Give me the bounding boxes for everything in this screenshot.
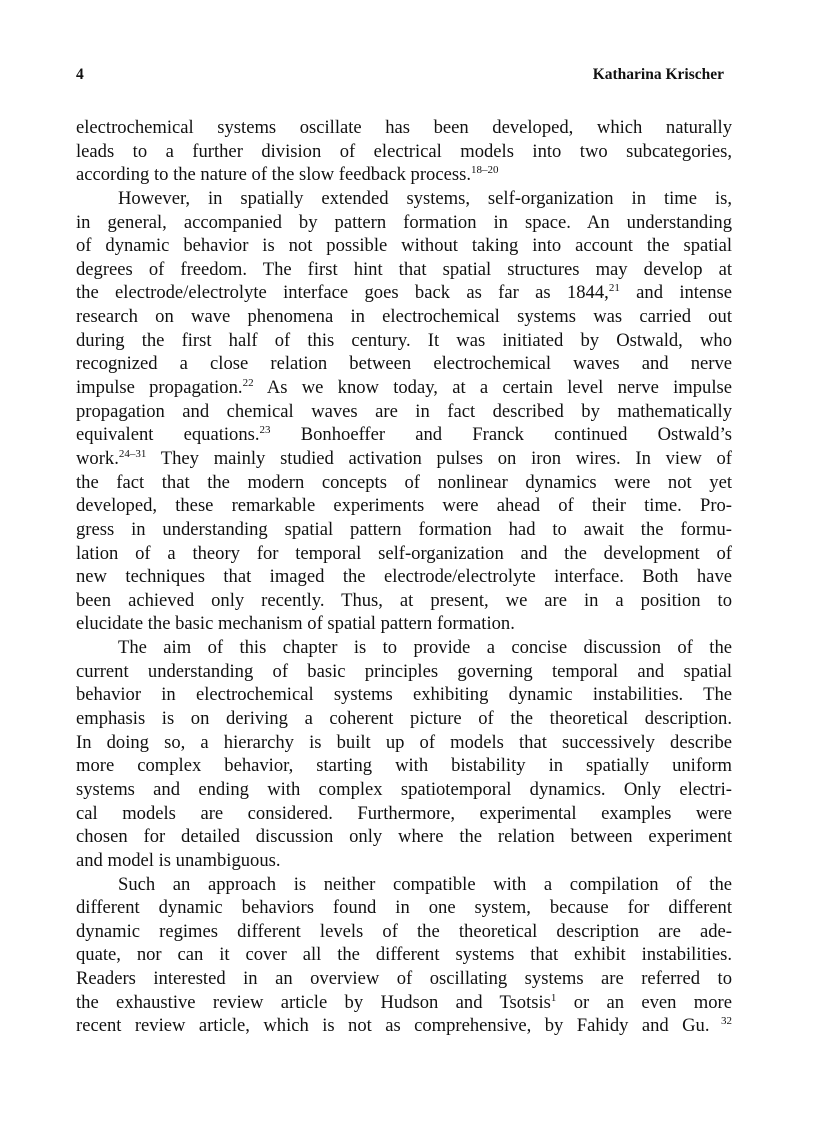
text-line: [76, 163, 732, 187]
text-line: [76, 589, 732, 613]
citation-superscript: 21: [608, 282, 620, 295]
text-line: [76, 991, 732, 1015]
text-segment: and model is unambiguous.: [76, 849, 281, 871]
text-line: [76, 187, 732, 211]
running-head-author: Katharina Krischer: [592, 66, 724, 83]
page-number: 4: [76, 66, 84, 83]
text-line: [76, 258, 732, 282]
text-line: [76, 967, 732, 991]
text-segment: of dynamic behavior is not possible without taking into account the spatial: [76, 235, 732, 257]
text-segment: behavior in electrochemical systems exhibiting dynamic instabilities. The: [76, 684, 732, 706]
body-text: [76, 116, 732, 1038]
text-segment: Such an approach is neither compatible with a compilation of the: [118, 873, 732, 895]
text-segment: work.: [76, 447, 119, 469]
text-segment: electrochemical systems oscillate has been developed, which naturally: [76, 117, 732, 138]
text-line: [76, 281, 732, 305]
text-line: [76, 778, 732, 802]
text-line: [76, 1014, 732, 1038]
text-segment: more complex behavior, starting with bistability in spatially uniform: [76, 755, 732, 777]
text-line: [76, 305, 732, 329]
citation-superscript: 23: [259, 424, 271, 437]
text-segment: the fact that the modern concepts of nonlinear dynamics were not yet: [76, 471, 732, 493]
text-segment: impulse propagation.: [76, 377, 243, 399]
text-segment: elucidate the basic mechanism of spatial pattern formation.: [76, 613, 515, 635]
text-line: [76, 754, 732, 778]
text-segment: during the first half of this century. It was initiated by Ostwald, who: [76, 329, 732, 351]
text-line: [76, 660, 732, 684]
text-line: [76, 376, 732, 400]
text-segment: current understanding of basic principles governing temporal and spatial: [76, 660, 732, 682]
text-segment: different dynamic behaviors found in one system, because for different: [76, 897, 732, 919]
text-segment: They mainly studied activation pulses on iron wires. In view of: [146, 447, 732, 469]
text-segment: recognized a close relation between electrochemical waves and nerve: [76, 353, 732, 375]
paragraph: [76, 636, 732, 872]
text-line: [76, 116, 732, 140]
text-line: [76, 873, 732, 897]
text-line: [76, 471, 732, 495]
text-line: [76, 683, 732, 707]
text-line: [76, 731, 732, 755]
text-line: [76, 423, 732, 447]
text-line: [76, 234, 732, 258]
text-segment: Readers interested in an overview of oscillating systems are referred to: [76, 968, 732, 990]
citation-superscript: 32: [709, 1015, 732, 1028]
text-segment: systems and ending with complex spatiotemporal dynamics. Only electri-: [76, 778, 732, 800]
text-line: [76, 849, 732, 873]
text-line: [76, 896, 732, 920]
text-line: [76, 400, 732, 424]
text-line: [76, 920, 732, 944]
text-segment: degrees of freedom. The first hint that spatial structures may develop at: [76, 258, 732, 280]
citation-superscript: 18–20: [470, 164, 499, 177]
text-line: [76, 518, 732, 542]
paragraph: [76, 873, 732, 1038]
text-line: [76, 494, 732, 518]
text-line: [76, 707, 732, 731]
text-segment: leads to a further division of electrical models into two subcategories,: [76, 140, 732, 162]
text-segment: As we know today, at a certain level nerve impulse: [253, 377, 732, 399]
citation-superscript: 22: [242, 377, 254, 390]
text-segment: the exhaustive review article by Hudson and Tsotsis: [76, 991, 551, 1013]
text-segment: lation of a theory for temporal self-organization and the development of: [76, 542, 732, 564]
text-line: [76, 612, 732, 636]
text-segment: new techniques that imaged the electrode/electrolyte interface. Both have: [76, 566, 732, 588]
text-line: [76, 352, 732, 376]
text-segment: recent review article, which is not as comprehensive, by Fahidy and Gu.: [76, 1015, 710, 1037]
text-segment: propagation and chemical waves are in fact described by mathematically: [76, 400, 732, 422]
text-segment: in general, accompanied by pattern formation in space. An understanding: [76, 211, 732, 233]
text-segment: In doing so, a hierarchy is built up of models that successively describe: [76, 731, 732, 753]
text-segment: dynamic regimes different levels of the theoretical description are ade-: [76, 920, 732, 942]
text-segment: or an even more: [556, 991, 733, 1013]
text-line: [76, 825, 732, 849]
text-line: [76, 329, 732, 353]
text-segment: developed, these remarkable experiments were ahead of their time. Pro-: [76, 495, 732, 517]
text-line: [76, 636, 732, 660]
citation-superscript: 24–31: [118, 447, 147, 460]
text-line: [76, 447, 732, 471]
text-segment: the electrode/electrolyte interface goes back as far as 1844,: [76, 282, 609, 304]
paragraph: [76, 187, 732, 636]
text-line: [76, 211, 732, 235]
text-segment: emphasis is on deriving a coherent picture of the theoretical description.: [76, 708, 732, 730]
text-segment: research on wave phenomena in electrochemical systems was carried out: [76, 306, 732, 328]
citation-superscript: 1: [550, 991, 557, 1004]
text-segment: The aim of this chapter is to provide a concise discussion of the: [118, 637, 732, 659]
text-line: [76, 542, 732, 566]
text-segment: However, in spatially extended systems, self-organization in time is,: [118, 187, 732, 209]
text-segment: cal models are considered. Furthermore, experimental examples were: [76, 802, 732, 824]
text-segment: Bonhoeffer and Franck continued Ostwald’s: [270, 424, 732, 446]
text-segment: according to the nature of the slow feedback process.: [76, 164, 471, 186]
text-line: [76, 802, 732, 826]
text-segment: and intense: [619, 282, 732, 304]
text-segment: equivalent equations.: [76, 424, 260, 446]
text-segment: quate, nor can it cover all the different systems that exhibit instabilities.: [76, 944, 732, 966]
text-line: [76, 943, 732, 967]
text-segment: chosen for detailed discussion only where the relation between experiment: [76, 826, 732, 848]
text-segment: gress in understanding spatial pattern formation had to await the formu-: [76, 518, 732, 540]
text-line: [76, 140, 732, 164]
paragraph: [76, 116, 732, 187]
text-segment: been achieved only recently. Thus, at present, we are in a position to: [76, 589, 732, 611]
text-line: [76, 565, 732, 589]
